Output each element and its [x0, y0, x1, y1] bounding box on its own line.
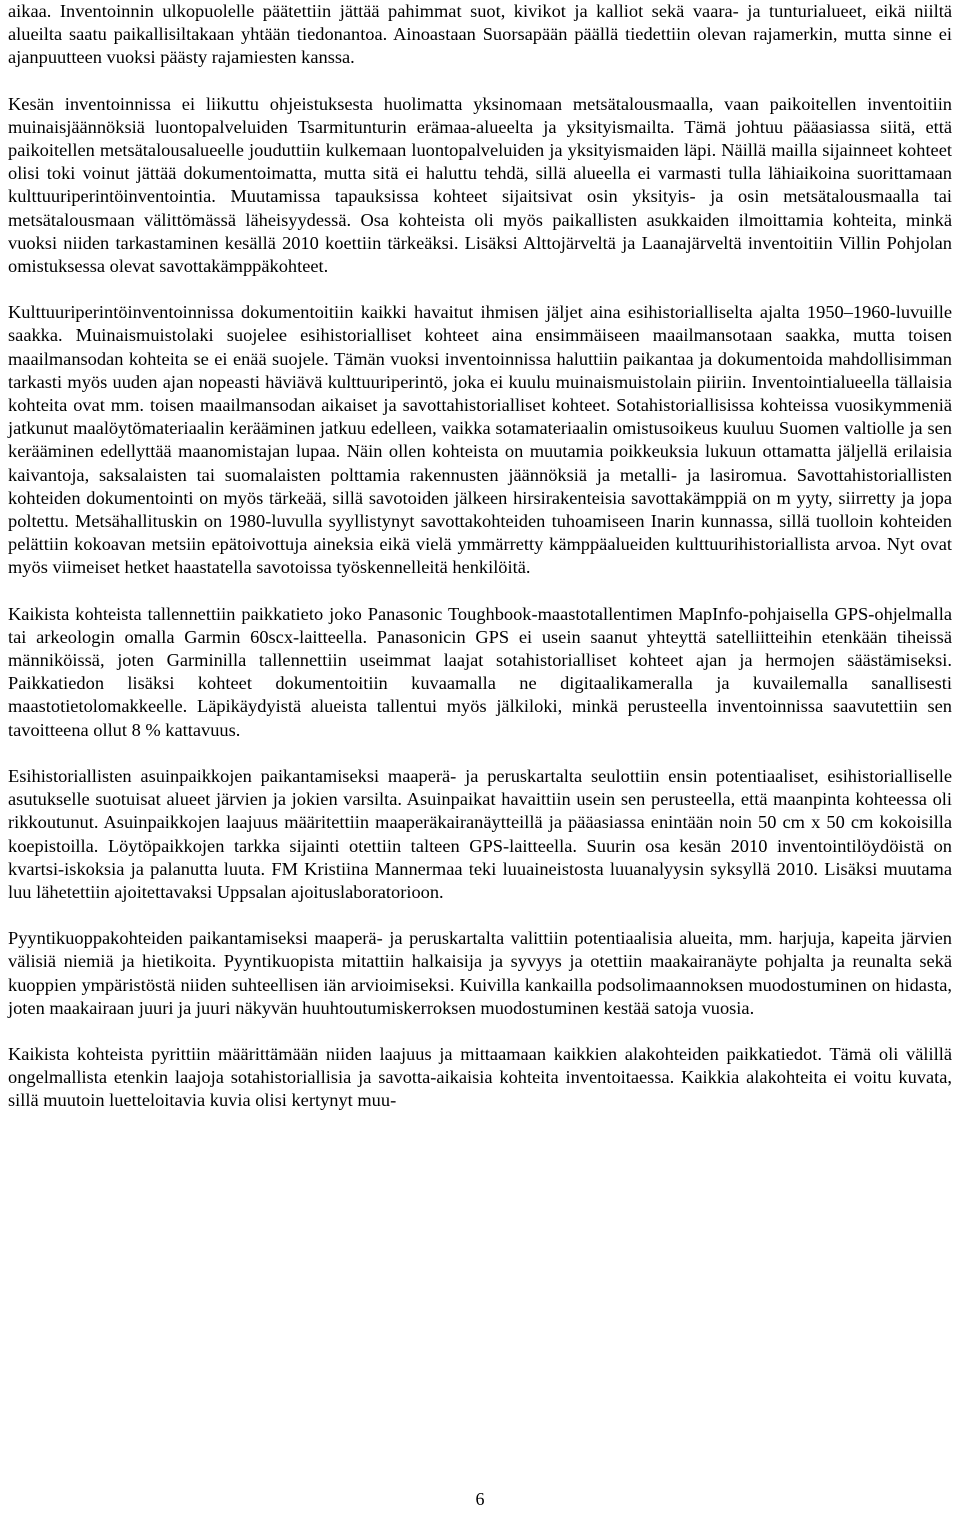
paragraph-7: Kaikista kohteista pyrittiin määrittämään niiden laajuus ja mittaamaan kaikkien alakohteiden paikkatiedot. Tämä oli välillä ongelmallista etenkin laajoja sotahistoriallisia ja savotta-aikaisia kohteita inventoitaessa. Kaikkia alakohteita ei voitu kuvata, sillä muutoin luetteloitavia kuvia olisi kertynyt muu-	[8, 1043, 952, 1111]
paragraph-gap	[8, 904, 952, 927]
paragraph-6: Pyyntikuoppakohteiden paikantamiseksi maaperä- ja peruskartalta valittiin potentiaalisia alueita, mm. harjuja, kapeita järvien välisiä niemiä ja hietikoita. Pyyntikuopista mitattiin halkaisija ja syvyys ja otettiin maakairanäyte pohjalta ja reunalta sekä kuoppien ympäristöstä niiden suhteellisen iän arvioimiseksi. Kuivilla kankailla podsolimaannoksen muodostuminen on hidasta, joten maakairaan juuri ja juuri näkyvän huuhtoutumiskerroksen muodostuminen kestää satoja vuosia.	[8, 928, 952, 1018]
page-number: 6	[475, 1489, 485, 1509]
paragraph-3: Kulttuuriperintöinventoinnissa dokumentoitiin kaikki havaitut ihmisen jäljet aina esihistorialliselta ajalta 1950–1960-luvuille saakka. Muinaismuistolaki suojelee esihistorialliset kohteet aina ensimmäiseen maailmansotaan saakka, mutta toisen maailmansodan kohteita se ei enää suojele. Tämän vuoksi inventoinnissa haluttiin paikantaa ja dokumentoida mahdollisimman tarkasti myös uuden ajan nopeasti häviävä kulttuuriperintö, joka ei kuulu muinaismuistolain piiriin. Inventointialueella tällaisia kohteita ovat mm. toisen maailmansodan aikaiset ja savottahistorialliset kohteet. Sotahistoriallisissa kohteissa vuosikymmeniä jatkunut maalöytömateriaalin kerääminen jatkuu edelleen, vaikka sotamateriaalin omistusoikeus kuuluu Suomen valtiolle ja sen kerääminen edellyttää maanomistajan lupaa. Näin ollen kohteista on muutamia poikkeuksia lukuun ottamatta jäljellä erilaisia kaivantoja, saksalaisten tai suomalaisten polttamia rakennusten jäännöksiä ja metalli- ja lasiromua. Savottahistoriallisten kohteiden dokumentointi on myös tärkeää, sillä savotoiden jälkeen hirsirakenteisia savottakämppiä on m yyty, siirretty ja jopa poltettu. Metsähallituskin on 1980-luvulla syyllistynyt savottakohteiden tuhoamiseen Inarin kunnassa, sillä tuolloin kohteiden pelättiin kokoavan metsiin epätoivottuja aineksia eikä vielä ymmärretty kämppäalueiden kulttuurihistoriallista arvoa. Nyt ovat myös viimeiset hetket haastatella savotoissa työskennelleitä henkilöitä.	[8, 302, 952, 578]
paragraph-5: Esihistoriallisten asuinpaikkojen paikantamiseksi maaperä- ja peruskartalta seulottiin ensin potentiaaliset, esihistorialliselle asutukselle suotuisat alueet järvien ja jokien varsilta. Asuinpaikat havaittiin usein sen perusteella, että maanpinta kohteessa oli rikkoutunut. Asuinpaikkojen laajuus määritettiin maaperäkairanäytteillä ja pääasiassa enintään noin 50 cm x 50 cm kokoisilla koepistoilla. Löytöpaikkojen tarkka sijainti otettiin talteen GPS-laitteella. Suurin osa kesän 2010 inventointilöydöistä on kvartsi-iskoksia ja palanutta luuta. FM Kristiina Mannermaa teki luuaineistosta luuanalyysin syksyllä 2010. Lisäksi muutama luu lähetettiin ajoitettavaksi Uppsalan ajoituslaboratorioon.	[8, 765, 952, 902]
paragraph-1: aikaa. Inventoinnin ulkopuolelle päätettiin jättää pahimmat suot, kivikot ja kalliot sekä vaara- ja tunturialueet, eikä niiltä alueilta saatu paikallisiltakaan yhtään tiedonantoa. Ainoastaan Suorsapään päällä tiedettiin olevan rajamerkin, mutta sinne ei ajanpuutteen vuoksi päästy rajamiesten kanssa.	[8, 1, 952, 68]
paragraph-gap	[8, 278, 952, 301]
paragraph-4: Kaikista kohteista tallennettiin paikkatieto joko Panasonic Toughbook-maastotallentimen MapInfo-pohjaisella GPS-ohjelmalla tai arkeologin omalla Garmin 60scx-laitteella. Panasonicin GPS ei usein saanut yhteyttä satelliitteihin etenkään tiheissä männiköissä, joten Garminilla tallennettiin useimmat laajat sotahistorialliset kohteet ajan ja hermojen säästämiseksi. Paikkatiedon lisäksi kohteet dokumentoitiin kuvaamalla ne digitaalikameralla ja kuvailemalla sanallisesti maastotietolomakkeelle. Läpikäydyistä alueista tallentui myös jälkiloki, minkä perusteella inventoinnissa saavutettiin sen tavoitteena ollut 8 % kattavuus.	[8, 603, 952, 740]
paragraph-2: Kesän inventoinnissa ei liikuttu ohjeistuksesta huolimatta yksinomaan metsätalousmaalla, vaan paikoitellen inventoitiin muinaisjäännöksiä luontopalveluiden Tsarmitunturin erämaa-alueelta ja yksityismailta. Tämä johtuu pääasiassa siitä, että paikoitellen metsätalousalueelle jouduttiin kulkemaan luontopalveluiden ja yksityismaiden läpi. Näillä mailla sijainneet kohteet olisi toki voinut jättää dokumentoimatta, mutta sitä ei haluttu tehdä, sillä alueella ei varmasti tulla lähiaikoina suorittamaan kulttuuriperintöinventointia. Muutamissa tapauksissa kohteet sijaitsivat osin yksityis- ja osin metsätalousmaalla tai metsätalousmaan välittömässä läheisyydessä. Osa kohteista oli myös paikallisten asukkaiden ilmoittamia kohteita, minkä vuoksi niiden tarkastaminen kesällä 2010 koettiin tärkeäksi. Lisäksi Alttojärveltä ja Laanajärveltä inventoitiin Villin Pohjolan omistuksessa olevat savottakämppäkohteet.	[8, 93, 952, 277]
paragraph-gap	[8, 580, 952, 603]
paragraph-gap	[8, 742, 952, 765]
paragraph-gap	[8, 1020, 952, 1043]
paragraph-gap	[8, 70, 952, 93]
document-page	[8, 0, 952, 1113]
